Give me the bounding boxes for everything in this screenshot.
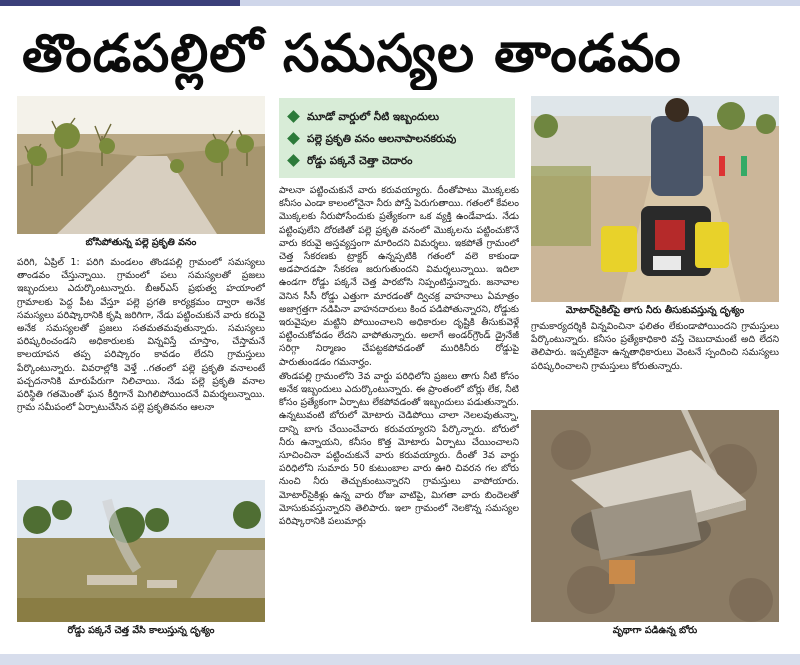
article-column-2 (279, 184, 519, 649)
article-column-3 (531, 320, 779, 404)
caption-motorcycle-water: మోటార్‌సైకిల్‌పై తాగు నీరు తీసుకువస్తున్న దృశ్యం (565, 305, 745, 316)
caption-nature-park: బోసిపోతున్న పల్లె ప్రకృతి వనం (85, 237, 197, 248)
borewell-image (531, 410, 779, 622)
highlight-text: రోడ్డు పక్కనే చెత్తా చెదారం (307, 155, 413, 167)
nature-park-image (17, 96, 265, 234)
highlight-item (289, 128, 515, 150)
top-color-bar (0, 0, 800, 6)
diamond-bullet-icon (287, 154, 300, 167)
caption-borewell: వృథాగా పడిఉన్న బోరు (612, 625, 698, 636)
article-paragraph: గ్రామకార్యదర్శికి విన్నవించినా ఫలితం లేకుండాపోయిందని గ్రామస్తులు పేర్కొంటున్నారు. కనీసం ప్రత్యేకాధికారి వస్తే చెబుదామంటే అది లేదని తెలిపారు. ఇప్పటికైనా ఉన్నతాధికారులు వెంటనే స్పందించి సమస్యలు పరిష్కరించాలని గ్రామస్తులు కోరుతున్నారు. (531, 321, 779, 372)
photo-garbage-burning (17, 480, 265, 622)
article-paragraph: తొండపల్లి గ్రామంలోని 3వ వార్డు పరిధిలోని ప్రజలు తాగు నీటి కోసం అనేక ఇబ్బందులు ఎదుర్కొంటున్నారు. ఈ ప్రాంతంలో బోర్లు లేక, నీటి కోసం ప్రత్యేకంగా ఏర్పాటు లేకపోవడంతో ఇబ్బందులు పడుతున్నారు. ఉన్నటువంటి బోరులో మోటారు చెడిపోయి చాలా నెలలవుతున్నా, దాన్ని బాగు చేయించేవారు కరువయ్యారని పేర్కొన్నారు. బోరులో నీరు ఉన్నాయని, కనీసం కొత్త మోటారు ఏర్పాటు చేయించాలని సూచించినా పట్టించుకునే వారు కరువయ్యారు. దీంతో 3వ వార్డు పరిధిలోని సుమారు 50 కుటుంబాల వారు ఊరి చివరన గల బోరు నుంచి నీరు తెచ్చుకుంటున్నారని గ్రామస్తులు వాపోయారు. మోటార్‌సైకిళ్లు ఉన్న వారు రోజు వాటిపై, మిగతా వారు బిందెలతో మోసుకువస్తున్నారని తెలిపారు. ఇలా గ్రామంలో నెలకొన్న సమస్యల పరిష్కారానికి పలుమార్లు (279, 370, 519, 528)
diamond-bullet-icon (287, 110, 300, 123)
highlight-text: పల్లె ప్రకృతి వనం ఆలనాపాలనకరువు (307, 133, 457, 145)
caption-garbage-burning: రోడ్డు పక్కనే చెత్త వేసి కాలుస్తున్న దృశ్యం (67, 625, 215, 636)
photo-motorcycle-water (531, 96, 779, 302)
page-title: తొండపల్లిలో సమస్యల తాండవం (22, 24, 682, 84)
garbage-burning-image (17, 480, 265, 622)
photo-borewell (531, 410, 779, 622)
motorcycle-water-image (531, 96, 779, 302)
bottom-color-bar (0, 654, 800, 665)
highlights-box (279, 98, 515, 178)
highlight-item (289, 106, 515, 128)
article-column-1 (17, 256, 265, 476)
diamond-bullet-icon (287, 132, 300, 145)
highlight-text: మూడో వార్డులో నీటి ఇబ్బందులు (307, 111, 439, 123)
highlights-list (279, 98, 515, 172)
article-paragraph: పాలనా పట్టించుకునే వారు కరువయ్యారు. దీంతోపాటు మొక్కలకు కనీసం ఎండా కాలంలోనైనా నీరు పోస్తే పెరుగుతాయి. గతంలో కేవలం మొక్కలకు నీరుపోసేందుకు ప్రత్యేకంగా ఒక వ్యక్తి ఉండేవాడు. నేడు పట్టింపులేని దోరణితో పల్లె ప్రకృతి వనంలో మొక్కలను పట్టించుకొనే వారు కరువై అస్తవ్యస్తంగా మారిందని విమర్శలు. ఇకపోతే గ్రామంలో చెత్త సేకరణకు ట్రాక్టర్ ఉన్నప్పటికి గతంలో వలె కాకుండా అడపాదడపా సేకరణ జరుగుతుందని విమర్శలున్నాయి. ఇదిలా ఉండగా రోడ్డు పక్కనే చెత్త పారబోసి నిప్పంటిస్తున్నారు. జనావాల వెనిన సీసీ రోడ్డు ఎత్తుగా మారడంతో ద్విచక్ర వాహనాలు ఏమాత్రం అజాగ్రత్తగా నడిపినా వాహనదారులు కింద పడిపోతున్నారని, రోడ్డుకు ఇరువైపుల మట్టిని పోయించాలని అధికారుల దృష్టికి తీసుకువెళ్లే పట్టించుకోవడం లేదని వాపోతున్నారు. అలాగే అండర్‌గ్రౌండ్ డ్రైనేజీ సరిగ్గా నిర్మాణం చేపట్టకపోవడంతో మురికినీరు రోడ్డుపై పారుతుండడం గమనార్హం. (279, 185, 519, 368)
top-accent-bar (240, 0, 800, 6)
article-paragraph: పరిగి, ఏప్రిల్ 1: పరిగి మండలం తొండపల్లి గ్రామంలో సమస్యలు తాండవం చేస్తున్నాయి. గ్రామంలో పలు సమస్యలతో ప్రజలు ఇబ్బందులు ఎదుర్కొంటున్నారు. బీఆర్ఎస్ ప్రభుత్వ హయాంలో గ్రామాలకు పెద్ద పీట వేస్తూ పల్లె ప్రగతి కార్యక్రమం ద్వారా అనేక సమస్యలు పరిష్కారానికి కృషి జరిగిగా, నేడు పట్టించుకునే వారు కరువై అనేక సమస్యలతో ప్రజలు సతమతమవుతున్నారు. సమస్యలు పరిష్కరించండని అధికారులకు విన్నవిస్తే చూస్తాం, చేస్తామనే కాలయాపన తప్ప పరిష్కారం కావడం లేదని గ్రామస్తులు పేర్కొంటున్నారు. వివరాల్లోకి వెళ్తే ..గతంలో పల్లె ప్రకృతి వనాలంటే పచ్చదనానికి మారుపేరుగా నిలిచాయి. నేడు పల్లె ప్రకృతి వనాల పరిస్థితి గతమెంతో ఘన కీర్తిగానే మిగిలిపోయిందనే విమర్శలున్నాయి. గ్రామ సమీపంలో ఏర్పాటుచేసిన పల్లె ప్రకృతివనం ఆలనా (17, 257, 265, 414)
highlight-item (289, 150, 515, 172)
photo-nature-park (17, 96, 265, 234)
